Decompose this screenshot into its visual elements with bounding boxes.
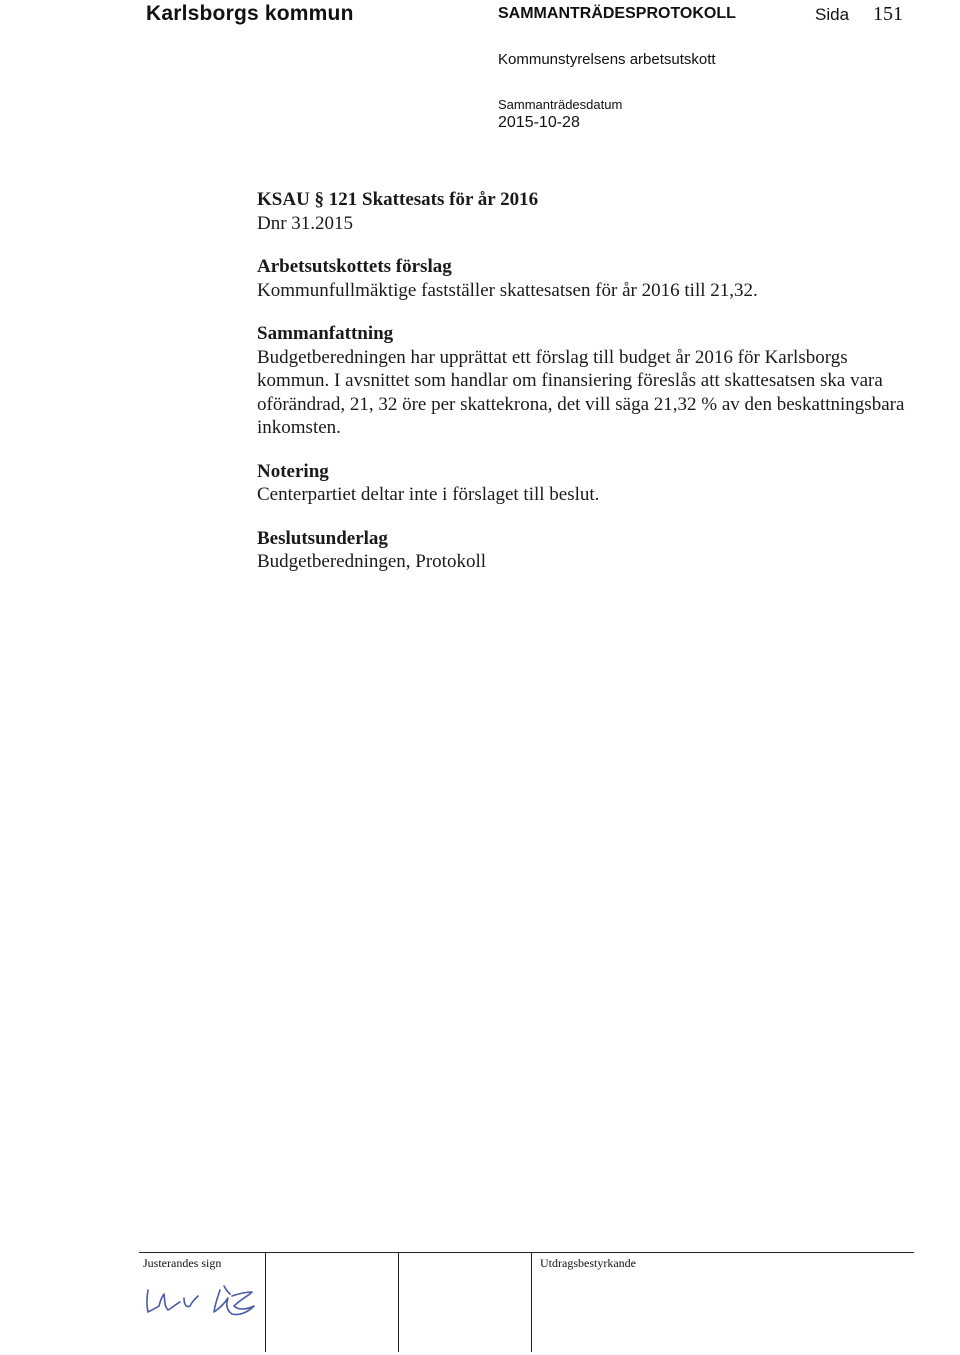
section-text-forslag: Kommunfullmäktige fastställer skattesatsen för år 2016 till 21,32. <box>257 279 758 301</box>
meeting-date: 2015-10-28 <box>498 114 580 131</box>
organization-name: Karlsborgs kommun <box>146 2 354 25</box>
justerandes-sign-label: Justerandes sign <box>143 1256 222 1270</box>
meeting-date-label: Sammanträdesdatum <box>498 97 623 112</box>
footer-divider-2 <box>398 1252 399 1352</box>
section-heading-notering: Notering <box>257 460 329 482</box>
footer-divider-1 <box>265 1252 266 1352</box>
handwritten-signature <box>142 1278 262 1324</box>
utdragsbestyrkande-label: Utdragsbestyrkande <box>540 1256 636 1270</box>
section-heading-beslutsunderlag: Beslutsunderlag <box>257 527 388 549</box>
document-type: SAMMANTRÄDESPROTOKOLL <box>498 5 736 22</box>
item-dnr: Dnr 31.2015 <box>257 212 354 234</box>
footer-divider-3 <box>531 1252 532 1352</box>
section-text-beslutsunderlag: Budgetberedningen, Protokoll <box>257 551 487 572</box>
section-heading-forslag: Arbetsutskottets förslag <box>257 256 452 277</box>
footer-top-rule <box>139 1252 914 1253</box>
page-label: Sida <box>815 5 850 24</box>
document-body <box>257 188 907 574</box>
page-number: 151 <box>873 3 903 25</box>
section-heading-sammanfattning: Sammanfattning <box>257 323 394 344</box>
committee-name: Kommunstyrelsens arbetsutskott <box>498 51 716 68</box>
section-text-sammanfattning: Budgetberedningen har upprättat ett förslag till budget år 2016 för Karlsborgs kommun. I avsnittet som handlar om finansiering föreslås att skattesatsen ska vara oförändrad, 21, 32 öre per skattekrona, det vill säga 21,32 % av den beskattningsbara inkomsten. <box>257 346 905 438</box>
section-text-notering: Centerpartiet deltar inte i förslaget till beslut. <box>257 484 600 505</box>
item-title: KSAU § 121 Skattesats för år 2016 <box>257 189 539 210</box>
